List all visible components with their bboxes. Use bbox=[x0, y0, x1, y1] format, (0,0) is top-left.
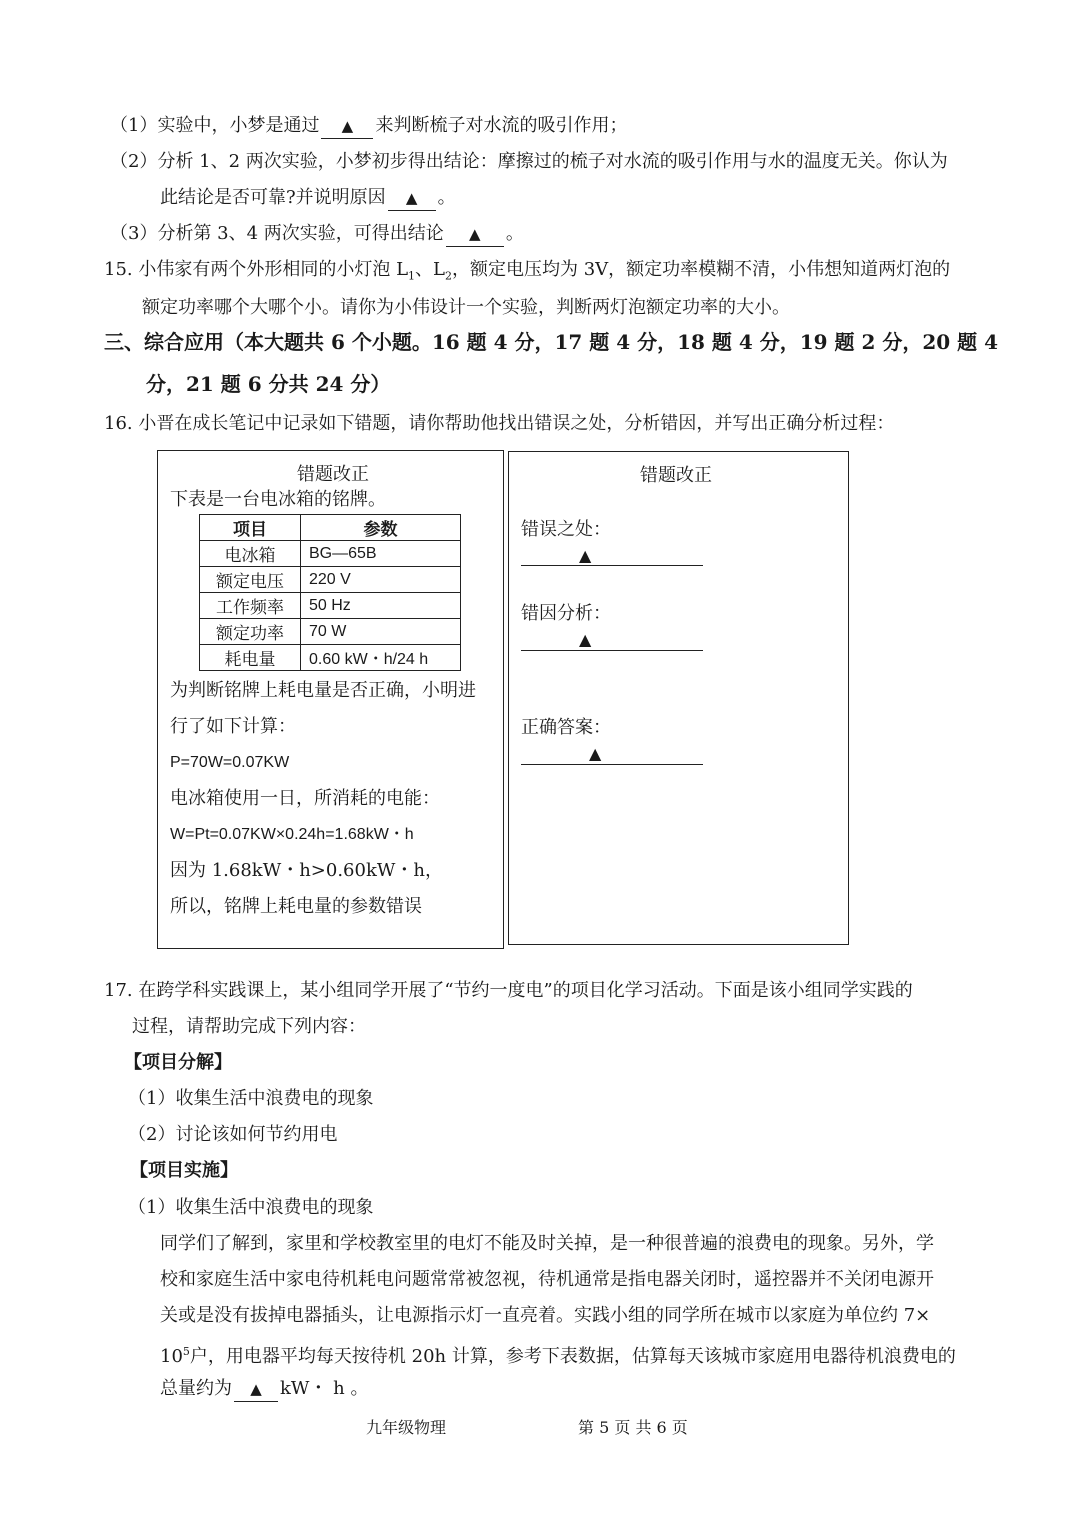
left-box-lead: 下表是一台电冰箱的铭牌。 bbox=[170, 489, 386, 510]
table-cell: 50 Hz bbox=[301, 593, 461, 619]
q14-part2-line2: 此结论是否可靠?并说明原因 ▲ 。 bbox=[160, 186, 456, 211]
left-box-text: 行了如下计算： bbox=[170, 716, 296, 737]
correct-answer-label: 正确答案： bbox=[521, 717, 611, 738]
project-breakdown-heading: 【项目分解】 bbox=[124, 1052, 232, 1073]
q17-para-line: 总量约为 ▲ kW・ h 。 bbox=[160, 1377, 368, 1402]
triangle-mark: ▲ bbox=[579, 630, 592, 649]
table-cell: 额定电压 bbox=[200, 567, 301, 593]
triangle-mark: ▲ bbox=[250, 1380, 262, 1398]
q17-line1: 17. 在跨学科实践课上，某小组同学开展了“节约一度电”的项目化学习活动。下面是该小组同学实践的 bbox=[104, 980, 913, 1001]
q15-line2: 额定功率哪个大哪个小。请你为小伟设计一个实验，判断两灯泡额定功率的大小。 bbox=[142, 297, 790, 318]
answer-blank[interactable] bbox=[234, 1377, 278, 1402]
table-cell: 电冰箱 bbox=[200, 541, 301, 567]
triangle-mark: ▲ bbox=[341, 117, 354, 135]
left-box-text: 为判断铭牌上耗电量是否正确，小明进 bbox=[170, 680, 476, 701]
triangle-mark: ▲ bbox=[579, 546, 592, 565]
correct-answer-line[interactable] bbox=[521, 764, 703, 765]
answer-blank[interactable] bbox=[446, 222, 504, 247]
table-row bbox=[200, 619, 461, 645]
project-implementation-heading: 【项目实施】 bbox=[130, 1160, 238, 1181]
table-row bbox=[200, 541, 461, 567]
left-box-calc: 因为 1.68kW・h>0.60kW・h， bbox=[170, 860, 443, 881]
table-cell: BG—65B bbox=[301, 541, 461, 567]
table-row bbox=[200, 645, 461, 671]
table-cell: 70 W bbox=[301, 619, 461, 645]
table-row bbox=[200, 567, 461, 593]
table-header: 项目 bbox=[200, 515, 301, 541]
error-cause-answer-line[interactable] bbox=[521, 650, 703, 651]
q17-para-line: 关或是没有拔掉电器插头，让电源指示灯一直亮着。实践小组的同学所在城市以家庭为单位约 7× bbox=[160, 1305, 931, 1326]
footer-page-number: 第 5 页 共 6 页 bbox=[578, 1418, 688, 1437]
q17-para-line: 校和家庭生活中家电待机耗电问题常常被忽视，待机通常是指电器关闭时，遥控器并不关闭电源开 bbox=[160, 1269, 934, 1290]
table-cell: 220 V bbox=[301, 567, 461, 593]
error-cause-label: 错因分析： bbox=[521, 603, 611, 624]
table-row bbox=[200, 593, 461, 619]
q17-line2: 过程，请帮助完成下列内容： bbox=[132, 1016, 366, 1037]
table-header-row bbox=[200, 515, 461, 541]
table-header: 参数 bbox=[301, 515, 461, 541]
table-cell: 耗电量 bbox=[200, 645, 301, 671]
nameplate-table bbox=[199, 514, 461, 671]
left-box-title: 错题改正 bbox=[297, 464, 369, 485]
left-box-calc: P=70W=0.07KW bbox=[170, 754, 290, 771]
left-box-text: 电冰箱使用一日，所消耗的电能： bbox=[170, 788, 440, 809]
table-cell: 额定功率 bbox=[200, 619, 301, 645]
triangle-mark: ▲ bbox=[405, 189, 418, 207]
q14-part1: （1）实验中，小梦是通过 ▲ 来判断梳子对水流的吸引作用； bbox=[110, 114, 627, 139]
left-box-text: 所以，铭牌上耗电量的参数错误 bbox=[170, 896, 422, 917]
q17-item2: （2）讨论该如何节约用电 bbox=[128, 1124, 338, 1145]
footer-subject: 九年级物理 bbox=[366, 1418, 447, 1437]
triangle-mark: ▲ bbox=[469, 225, 481, 243]
table-cell: 工作频率 bbox=[200, 593, 301, 619]
q14-part3: （3）分析第 3、4 两次实验，可得出结论 ▲ 。 bbox=[110, 222, 524, 247]
section-heading-cont: 分，21 题 6 分共 24 分） bbox=[146, 372, 391, 396]
q16-intro: 16. 小晋在成长笔记中记录如下错题，请你帮助他找出错误之处，分析错因，并写出正确分析过程： bbox=[104, 413, 895, 434]
error-location-answer-line[interactable] bbox=[521, 565, 703, 566]
q17-item3: （1）收集生活中浪费电的现象 bbox=[128, 1197, 374, 1218]
right-box-title: 错题改正 bbox=[640, 465, 712, 486]
q17-item1: （1）收集生活中浪费电的现象 bbox=[128, 1088, 374, 1109]
table-cell: 0.60 kW・h/24 h bbox=[301, 645, 461, 671]
triangle-mark: ▲ bbox=[589, 744, 602, 763]
answer-blank[interactable] bbox=[321, 114, 373, 139]
q15-line1: 15. 小伟家有两个外形相同的小灯泡 $L_1$、$L_2$，额定电压均为 3V，额定功率模糊不清，小伟想知道两灯泡的 bbox=[104, 259, 951, 283]
error-location-label: 错误之处： bbox=[521, 519, 611, 540]
q17-para-line: $10^5$户，用电器平均每天按待机 20h 计算，参考下表数据，估算每天该城市家庭用电器待机浪费电的 bbox=[160, 1345, 956, 1367]
answer-blank[interactable] bbox=[388, 186, 436, 211]
q17-para-line: 同学们了解到，家里和学校教室里的电灯不能及时关掉，是一种很普遍的浪费电的现象。另外，学 bbox=[160, 1233, 934, 1254]
left-box-calc: W=Pt=0.07KW×0.24h=1.68kW・h bbox=[170, 826, 414, 843]
q14-part2-line1: （2）分析 1、2 两次实验，小梦初步得出结论：摩擦过的梳子对水流的吸引作用与水的温度无关。你认为 bbox=[110, 151, 948, 172]
section-heading: 三、综合应用（本大题共 6 个小题。16 题 4 分，17 题 4 分，18 题 4 分，19 题 2 分，20 题 4 bbox=[104, 330, 999, 354]
